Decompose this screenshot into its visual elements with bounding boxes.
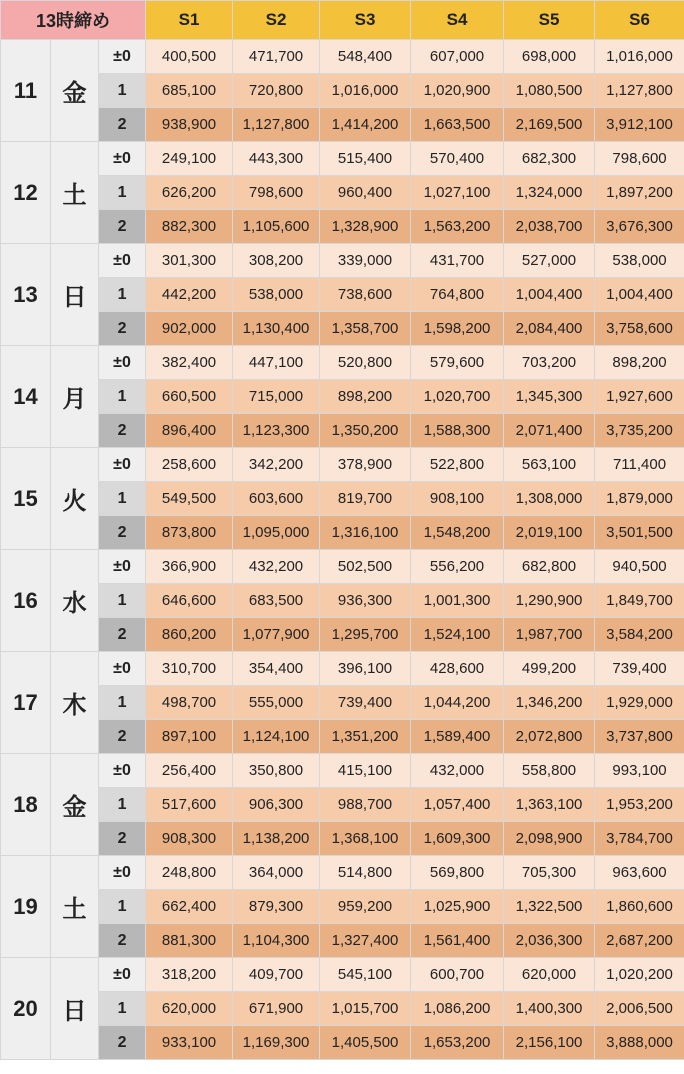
- level-cell: 1: [99, 686, 146, 720]
- value-cell: 764,800: [411, 278, 504, 312]
- value-cell: 549,500: [146, 482, 233, 516]
- table-row: [1, 414, 684, 448]
- value-cell: 682,800: [504, 550, 595, 584]
- level-cell: ±0: [99, 550, 146, 584]
- weekday-cell: 土: [51, 856, 99, 958]
- value-cell: 2,687,200: [595, 924, 684, 958]
- value-cell: 705,300: [504, 856, 595, 890]
- level-cell: 2: [99, 108, 146, 142]
- value-cell: 1,130,400: [233, 312, 320, 346]
- level-cell: 2: [99, 516, 146, 550]
- value-cell: 502,500: [320, 550, 411, 584]
- value-cell: 366,900: [146, 550, 233, 584]
- value-cell: 1,405,500: [320, 1026, 411, 1060]
- value-cell: 908,100: [411, 482, 504, 516]
- value-cell: 342,200: [233, 448, 320, 482]
- value-cell: 1,316,100: [320, 516, 411, 550]
- value-cell: 545,100: [320, 958, 411, 992]
- date-cell: 11: [1, 40, 51, 142]
- value-cell: 739,400: [320, 686, 411, 720]
- value-cell: 1,044,200: [411, 686, 504, 720]
- date-cell: 16: [1, 550, 51, 652]
- level-cell: 1: [99, 788, 146, 822]
- level-cell: 1: [99, 482, 146, 516]
- value-cell: 1,588,300: [411, 414, 504, 448]
- value-cell: 1,127,800: [595, 74, 684, 108]
- level-cell: ±0: [99, 754, 146, 788]
- value-cell: 556,200: [411, 550, 504, 584]
- date-cell: 19: [1, 856, 51, 958]
- value-cell: 1,589,400: [411, 720, 504, 754]
- value-cell: 579,600: [411, 346, 504, 380]
- value-cell: 620,000: [146, 992, 233, 1026]
- value-cell: 249,100: [146, 142, 233, 176]
- value-cell: 318,200: [146, 958, 233, 992]
- value-cell: 1,879,000: [595, 482, 684, 516]
- table-row: [1, 890, 684, 924]
- table-row: [1, 924, 684, 958]
- value-cell: 1,057,400: [411, 788, 504, 822]
- value-cell: 1,020,200: [595, 958, 684, 992]
- level-cell: 1: [99, 992, 146, 1026]
- value-cell: 1,020,700: [411, 380, 504, 414]
- value-cell: 447,100: [233, 346, 320, 380]
- table-row: [1, 108, 684, 142]
- value-cell: 1,653,200: [411, 1026, 504, 1060]
- table-row: [1, 516, 684, 550]
- level-cell: 1: [99, 890, 146, 924]
- level-cell: ±0: [99, 652, 146, 686]
- value-cell: 517,600: [146, 788, 233, 822]
- value-cell: 698,000: [504, 40, 595, 74]
- weekday-cell: 金: [51, 40, 99, 142]
- table-row: [1, 1026, 684, 1060]
- value-cell: 1,363,100: [504, 788, 595, 822]
- value-cell: 1,123,300: [233, 414, 320, 448]
- table-row: [1, 210, 684, 244]
- table-row: [1, 618, 684, 652]
- value-cell: 1,897,200: [595, 176, 684, 210]
- value-cell: 301,300: [146, 244, 233, 278]
- value-cell: 1,345,300: [504, 380, 595, 414]
- level-cell: 1: [99, 176, 146, 210]
- value-cell: 443,300: [233, 142, 320, 176]
- value-cell: 3,737,800: [595, 720, 684, 754]
- value-cell: 620,000: [504, 958, 595, 992]
- value-cell: 1,169,300: [233, 1026, 320, 1060]
- value-cell: 409,700: [233, 958, 320, 992]
- value-cell: 879,300: [233, 890, 320, 924]
- value-cell: 520,800: [320, 346, 411, 380]
- table-row: [1, 958, 684, 992]
- value-cell: 364,000: [233, 856, 320, 890]
- table-row: [1, 176, 684, 210]
- value-cell: 1,351,200: [320, 720, 411, 754]
- level-cell: 1: [99, 584, 146, 618]
- value-cell: 882,300: [146, 210, 233, 244]
- value-cell: 428,600: [411, 652, 504, 686]
- value-cell: 3,735,200: [595, 414, 684, 448]
- table-row: [1, 754, 684, 788]
- value-cell: 248,800: [146, 856, 233, 890]
- level-cell: 1: [99, 74, 146, 108]
- value-cell: 1,327,400: [320, 924, 411, 958]
- value-cell: 1,138,200: [233, 822, 320, 856]
- level-cell: 2: [99, 924, 146, 958]
- value-cell: 3,784,700: [595, 822, 684, 856]
- column-header: S6: [595, 1, 684, 40]
- table-row: [1, 720, 684, 754]
- value-cell: 988,700: [320, 788, 411, 822]
- table-row: [1, 312, 684, 346]
- level-cell: 2: [99, 312, 146, 346]
- column-header: S1: [146, 1, 233, 40]
- value-cell: 1,524,100: [411, 618, 504, 652]
- value-cell: 938,900: [146, 108, 233, 142]
- value-cell: 671,900: [233, 992, 320, 1026]
- level-cell: 2: [99, 822, 146, 856]
- value-cell: 881,300: [146, 924, 233, 958]
- weekday-cell: 土: [51, 142, 99, 244]
- date-cell: 17: [1, 652, 51, 754]
- value-cell: 2,169,500: [504, 108, 595, 142]
- value-cell: 607,000: [411, 40, 504, 74]
- value-cell: 646,600: [146, 584, 233, 618]
- value-cell: 1,400,300: [504, 992, 595, 1026]
- table-row: [1, 652, 684, 686]
- level-cell: 1: [99, 380, 146, 414]
- value-cell: 715,000: [233, 380, 320, 414]
- value-cell: 432,200: [233, 550, 320, 584]
- value-cell: 1,308,000: [504, 482, 595, 516]
- value-cell: 256,400: [146, 754, 233, 788]
- value-cell: 1,004,400: [504, 278, 595, 312]
- value-cell: 498,700: [146, 686, 233, 720]
- value-cell: 1,663,500: [411, 108, 504, 142]
- value-cell: 258,600: [146, 448, 233, 482]
- value-cell: 3,501,500: [595, 516, 684, 550]
- value-cell: 960,400: [320, 176, 411, 210]
- value-cell: 1,561,400: [411, 924, 504, 958]
- value-cell: 308,200: [233, 244, 320, 278]
- table-row: [1, 74, 684, 108]
- value-cell: 1,598,200: [411, 312, 504, 346]
- value-cell: 396,100: [320, 652, 411, 686]
- value-cell: 1,324,000: [504, 176, 595, 210]
- column-header: S2: [233, 1, 320, 40]
- value-cell: 1,004,400: [595, 278, 684, 312]
- value-cell: 738,600: [320, 278, 411, 312]
- value-cell: 3,912,100: [595, 108, 684, 142]
- level-cell: 2: [99, 1026, 146, 1060]
- table-row: [1, 380, 684, 414]
- date-cell: 15: [1, 448, 51, 550]
- value-cell: 1,124,100: [233, 720, 320, 754]
- value-cell: 1,086,200: [411, 992, 504, 1026]
- value-cell: 3,676,300: [595, 210, 684, 244]
- value-cell: 685,100: [146, 74, 233, 108]
- value-cell: 1,346,200: [504, 686, 595, 720]
- value-cell: 350,800: [233, 754, 320, 788]
- value-cell: 2,038,700: [504, 210, 595, 244]
- value-cell: 1,015,700: [320, 992, 411, 1026]
- level-cell: ±0: [99, 346, 146, 380]
- value-cell: 933,100: [146, 1026, 233, 1060]
- weekday-cell: 金: [51, 754, 99, 856]
- value-cell: 1,105,600: [233, 210, 320, 244]
- value-cell: 432,000: [411, 754, 504, 788]
- value-cell: 1,016,000: [595, 40, 684, 74]
- level-cell: ±0: [99, 244, 146, 278]
- level-cell: 2: [99, 618, 146, 652]
- value-cell: 1,929,000: [595, 686, 684, 720]
- value-cell: 873,800: [146, 516, 233, 550]
- value-cell: 908,300: [146, 822, 233, 856]
- cutoff-label: 13時締め: [1, 1, 146, 40]
- table-row: [1, 346, 684, 380]
- value-cell: 339,000: [320, 244, 411, 278]
- weekday-cell: 木: [51, 652, 99, 754]
- value-cell: 1,414,200: [320, 108, 411, 142]
- value-cell: 499,200: [504, 652, 595, 686]
- date-cell: 20: [1, 958, 51, 1060]
- value-cell: 1,927,600: [595, 380, 684, 414]
- value-cell: 415,100: [320, 754, 411, 788]
- value-cell: 310,700: [146, 652, 233, 686]
- value-cell: 378,900: [320, 448, 411, 482]
- date-cell: 18: [1, 754, 51, 856]
- value-cell: 400,500: [146, 40, 233, 74]
- value-cell: 720,800: [233, 74, 320, 108]
- value-cell: 1,016,000: [320, 74, 411, 108]
- value-cell: 1,027,100: [411, 176, 504, 210]
- date-cell: 12: [1, 142, 51, 244]
- value-cell: 798,600: [595, 142, 684, 176]
- value-cell: 660,500: [146, 380, 233, 414]
- column-header: S3: [320, 1, 411, 40]
- value-cell: 1,953,200: [595, 788, 684, 822]
- value-cell: 555,000: [233, 686, 320, 720]
- table-row: [1, 856, 684, 890]
- value-cell: 1,860,600: [595, 890, 684, 924]
- value-cell: 538,000: [233, 278, 320, 312]
- header-row: [1, 1, 684, 40]
- value-cell: 354,400: [233, 652, 320, 686]
- value-cell: 662,400: [146, 890, 233, 924]
- value-cell: 860,200: [146, 618, 233, 652]
- value-cell: 1,095,000: [233, 516, 320, 550]
- value-cell: 603,600: [233, 482, 320, 516]
- value-cell: 1,127,800: [233, 108, 320, 142]
- value-cell: 2,098,900: [504, 822, 595, 856]
- value-cell: 563,100: [504, 448, 595, 482]
- value-cell: 898,200: [595, 346, 684, 380]
- table-row: [1, 822, 684, 856]
- table-row: [1, 584, 684, 618]
- value-cell: 703,200: [504, 346, 595, 380]
- weekday-cell: 日: [51, 958, 99, 1060]
- value-cell: 798,600: [233, 176, 320, 210]
- value-cell: 1,548,200: [411, 516, 504, 550]
- value-cell: 1,295,700: [320, 618, 411, 652]
- value-cell: 515,400: [320, 142, 411, 176]
- level-cell: ±0: [99, 448, 146, 482]
- date-cell: 13: [1, 244, 51, 346]
- value-cell: 600,700: [411, 958, 504, 992]
- value-cell: 902,000: [146, 312, 233, 346]
- value-cell: 1,368,100: [320, 822, 411, 856]
- level-cell: ±0: [99, 958, 146, 992]
- value-cell: 1,350,200: [320, 414, 411, 448]
- value-cell: 1,563,200: [411, 210, 504, 244]
- value-cell: 683,500: [233, 584, 320, 618]
- value-cell: 382,400: [146, 346, 233, 380]
- table-row: [1, 482, 684, 516]
- value-cell: 471,700: [233, 40, 320, 74]
- table-row: [1, 142, 684, 176]
- value-cell: 1,609,300: [411, 822, 504, 856]
- value-cell: 514,800: [320, 856, 411, 890]
- value-cell: 819,700: [320, 482, 411, 516]
- value-cell: 558,800: [504, 754, 595, 788]
- column-header: S5: [504, 1, 595, 40]
- date-cell: 14: [1, 346, 51, 448]
- value-cell: 1,849,700: [595, 584, 684, 618]
- value-cell: 906,300: [233, 788, 320, 822]
- value-cell: 569,800: [411, 856, 504, 890]
- value-cell: 570,400: [411, 142, 504, 176]
- weekday-cell: 水: [51, 550, 99, 652]
- weekday-cell: 火: [51, 448, 99, 550]
- value-cell: 1,001,300: [411, 584, 504, 618]
- value-cell: 2,084,400: [504, 312, 595, 346]
- value-cell: 959,200: [320, 890, 411, 924]
- value-cell: 3,584,200: [595, 618, 684, 652]
- table-row: [1, 278, 684, 312]
- table-body: [1, 40, 684, 1060]
- value-cell: 522,800: [411, 448, 504, 482]
- value-cell: 682,300: [504, 142, 595, 176]
- value-cell: 1,080,500: [504, 74, 595, 108]
- value-cell: 1,077,900: [233, 618, 320, 652]
- value-cell: 2,006,500: [595, 992, 684, 1026]
- column-header: S4: [411, 1, 504, 40]
- value-cell: 2,019,100: [504, 516, 595, 550]
- value-cell: 548,400: [320, 40, 411, 74]
- table-row: [1, 550, 684, 584]
- value-cell: 896,400: [146, 414, 233, 448]
- level-cell: ±0: [99, 40, 146, 74]
- value-cell: 626,200: [146, 176, 233, 210]
- value-cell: 711,400: [595, 448, 684, 482]
- value-cell: 1,358,700: [320, 312, 411, 346]
- value-cell: 936,300: [320, 584, 411, 618]
- value-cell: 2,072,800: [504, 720, 595, 754]
- table-row: [1, 686, 684, 720]
- value-cell: 431,700: [411, 244, 504, 278]
- level-cell: 2: [99, 720, 146, 754]
- level-cell: 2: [99, 210, 146, 244]
- value-cell: 1,104,300: [233, 924, 320, 958]
- table-row: [1, 788, 684, 822]
- table-row: [1, 448, 684, 482]
- value-cell: 739,400: [595, 652, 684, 686]
- value-cell: 527,000: [504, 244, 595, 278]
- value-cell: 993,100: [595, 754, 684, 788]
- value-cell: 940,500: [595, 550, 684, 584]
- value-cell: 898,200: [320, 380, 411, 414]
- value-cell: 1,328,900: [320, 210, 411, 244]
- value-cell: 2,071,400: [504, 414, 595, 448]
- value-cell: 897,100: [146, 720, 233, 754]
- value-cell: 1,020,900: [411, 74, 504, 108]
- level-cell: 2: [99, 414, 146, 448]
- value-cell: 1,290,900: [504, 584, 595, 618]
- value-cell: 963,600: [595, 856, 684, 890]
- weekday-cell: 月: [51, 346, 99, 448]
- value-cell: 3,888,000: [595, 1026, 684, 1060]
- weekday-cell: 日: [51, 244, 99, 346]
- value-cell: 1,987,700: [504, 618, 595, 652]
- level-cell: ±0: [99, 856, 146, 890]
- value-cell: 442,200: [146, 278, 233, 312]
- table-row: [1, 244, 684, 278]
- table-row: [1, 40, 684, 74]
- value-cell: 2,036,300: [504, 924, 595, 958]
- value-cell: 3,758,600: [595, 312, 684, 346]
- level-cell: 1: [99, 278, 146, 312]
- value-cell: 538,000: [595, 244, 684, 278]
- value-cell: 1,322,500: [504, 890, 595, 924]
- value-cell: 2,156,100: [504, 1026, 595, 1060]
- value-cell: 1,025,900: [411, 890, 504, 924]
- level-cell: ±0: [99, 142, 146, 176]
- table-row: [1, 992, 684, 1026]
